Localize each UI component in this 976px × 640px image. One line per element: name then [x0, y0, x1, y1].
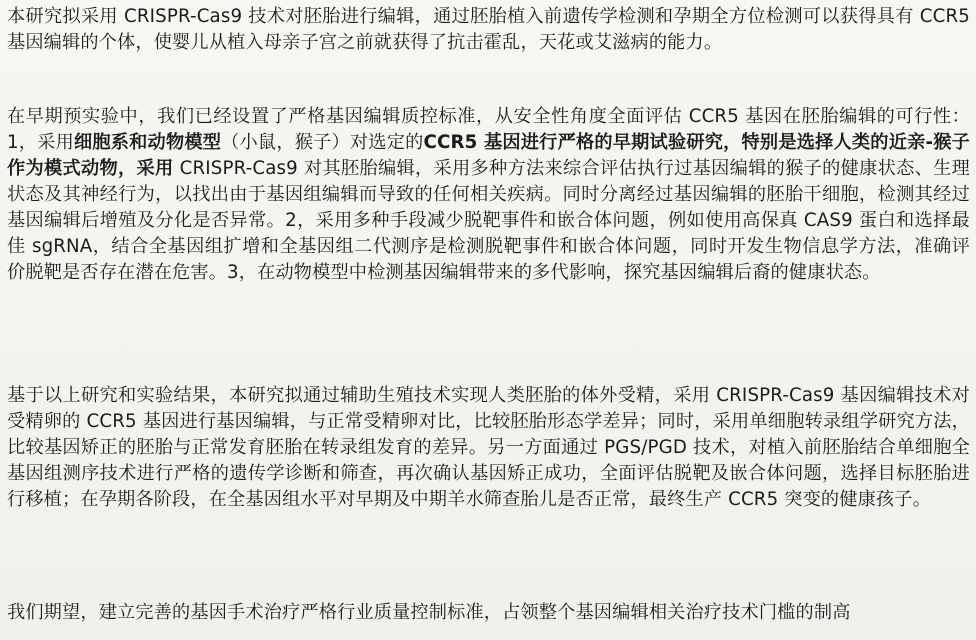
paragraph-2-bold-2: CCR5 基因进行严格的早期试验研究，特别是选择人类的近亲-猴子作为模式动物，采用: [7, 132, 970, 179]
paragraph-1-text: 本研究拟采用 CRISPR-Cas9 技术对胚胎进行编辑，通过胚胎植入前遗传学检测和孕期全方位检测可以获得具有 CCR5 基因编辑的个体，使婴儿从植入母亲子宫之前就获得了抗击霍乱，天花或艾滋病的能力。: [7, 6, 970, 53]
paragraph-1: [7, 4, 970, 56]
paragraph-3-text: 基于以上研究和实验结果，本研究拟通过辅助生殖技术实现人类胚胎的体外受精，采用 CRISPR-Cas9 基因编辑技术对受精卵的 CCR5 基因进行基因编辑，与正常受精卵对比，比较胚胎形态学差异；同时，采用单细胞转录组学研究方法，比较基因矫正的胚胎与正常发育胚胎在转录组发育的差异。另一方面通过 PGS/PGD 技术，对植入前胚胎结合单细胞全基因组测序技术进行严格的遗传学诊断和筛查，再次确认基因矫正成功，全面评估脱靶及嵌合体问题，选择目标胚胎进行移植；在孕期各阶段，在全基因组水平对早期及中期羊水筛查胎儿是否正常，最终生产 CCR5 突变的健康孩子。: [7, 385, 970, 510]
paragraph-2-text-part3: CRISPR-Cas9 对其胚胎编辑，采用多种方法来综合评估执行过基因编辑的猴子的健康状态、生理状态及其神经行为，以找出由于基因组编辑而导致的任何相关疾病。同时分离经过基因编辑的胚胎干细胞，检测其经过基因编辑后增殖及分化是否异常。2，采用多种手段减少脱靶事件和嵌合体问题，例如使用高保真 CAS9 蛋白和选择最佳 sgRNA，结合全基因组扩增和全基因组二代测序是检测脱靶事件和嵌合体问题，同时开发生物信息学方法，准确评价脱靶是否存在潜在危害。3，在动物模型中检测基因编辑带来的多代影响，探究基因编辑后裔的健康状态。: [7, 158, 971, 283]
paragraph-3: [7, 383, 970, 513]
paragraph-2-bold-1: 细胞系和动物模型: [73, 132, 222, 153]
paragraph-4-text: 我们期望，建立完善的基因手术治疗严格行业质量控制标准，占领整个基因编辑相关治疗技术门槛的制高: [7, 602, 851, 623]
paragraph-4: [7, 600, 970, 626]
paragraph-2: [7, 104, 970, 286]
paragraph-2-text-part2: （小鼠，猴子）对选定的: [221, 132, 424, 153]
paragraph-2-text-part1: 在早期预实验中，我们已经设置了严格基因编辑质控标准，从安全性角度全面评估 CCR5 基因在胚胎编辑的可行性：1，采用: [7, 106, 970, 153]
